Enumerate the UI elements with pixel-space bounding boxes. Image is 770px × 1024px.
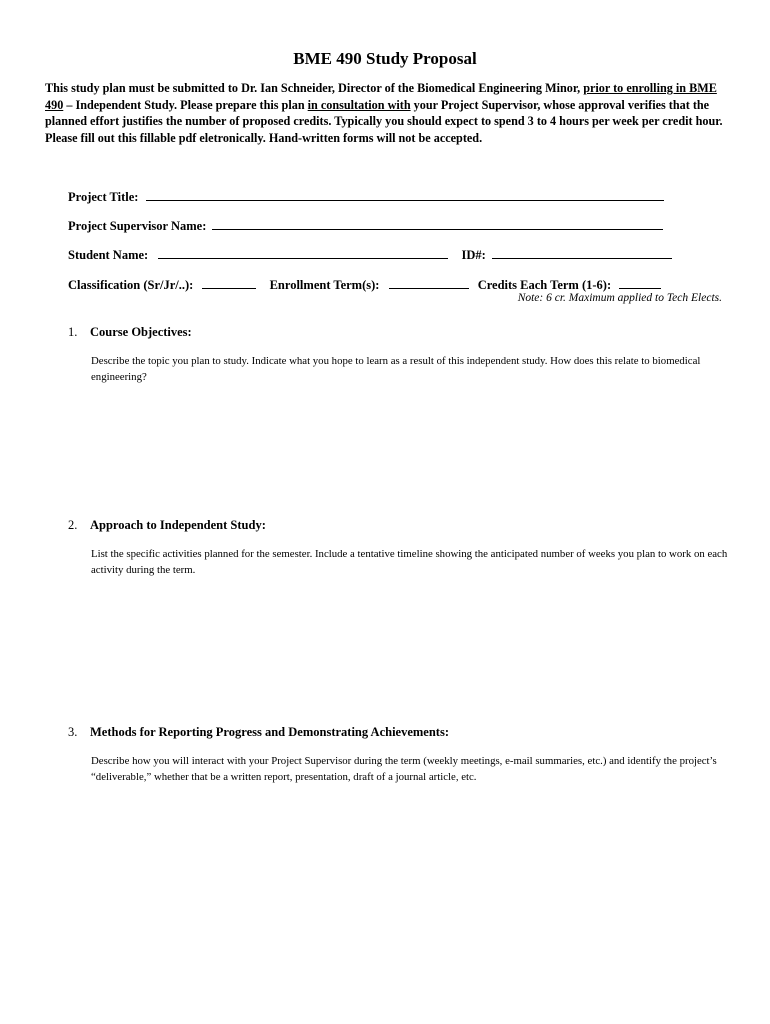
supervisor-label: Project Supervisor Name: — [68, 219, 207, 233]
student-name-label: Student Name: — [68, 248, 149, 262]
supervisor-row — [68, 216, 663, 234]
section-2-heading — [68, 518, 266, 533]
project-title-row — [68, 187, 664, 205]
enrollment-field[interactable] — [389, 275, 469, 289]
section-title: Methods for Reporting Progress and Demonstrating Achievements: — [90, 725, 449, 739]
intro-text-3: your Project Supervisor, whose approval verifies that the planned effort justifies the number of proposed credits. Typically you should expect to spend 3 to 4 hours per week per credit hour. Please fill out this fillable pdf eletronically. Hand-written forms will not be accepted. — [45, 97, 723, 145]
section-1-description: Describe the topic you plan to study. Indicate what you hope to learn as a result of this independent study. How does this relate to biomedical engineering? — [91, 355, 701, 383]
student-row — [68, 245, 672, 263]
section-3-answer-area[interactable] — [91, 795, 731, 995]
page-title: BME 490 Study Proposal — [293, 49, 477, 68]
section-2-answer-area[interactable] — [91, 588, 731, 713]
section-1-heading — [68, 325, 192, 340]
classification-field[interactable] — [202, 275, 256, 289]
intro-text-2: – Independent Study. Please prepare this plan — [66, 97, 305, 112]
enrollment-label: Enrollment Term(s): — [269, 278, 380, 292]
supervisor-field[interactable] — [212, 216, 663, 230]
credits-label: Credits Each Term (1-6): — [477, 278, 612, 292]
section-2-description: List the specific activities planned for the semester. Include a tentative timeline showing the anticipated number of weeks you plan to work on each activity during the term. — [91, 548, 728, 576]
section-3-description: Describe how you will interact with your Project Supervisor during the term (weekly meetings, e-mail summaries, etc.) and identify the project’s “deliverable,” whether that be a written report, presentation, draft of a journal article, etc. — [91, 755, 717, 783]
section-title: Approach to Independent Study: — [90, 518, 266, 532]
project-title-field[interactable] — [146, 187, 664, 201]
student-name-field[interactable] — [158, 245, 448, 259]
section-number: 2. — [68, 518, 78, 532]
intro-paragraph — [45, 80, 735, 146]
section-number: 1. — [68, 325, 78, 339]
section-1-answer-area[interactable] — [91, 395, 731, 505]
credits-field[interactable] — [619, 275, 661, 289]
section-3-heading — [68, 725, 449, 740]
intro-emphasis-prior: prior to enrolling in BME 490 — [45, 81, 717, 112]
id-field[interactable] — [492, 245, 672, 259]
project-title-label: Project Title: — [68, 190, 139, 204]
section-title: Course Objectives: — [90, 325, 192, 339]
section-number: 3. — [68, 725, 78, 739]
classification-row — [68, 275, 661, 293]
classification-label: Classification (Sr/Jr/..): — [68, 278, 194, 292]
intro-emphasis-consultation: in consultation with — [307, 97, 411, 112]
credit-note: Note: 6 cr. Maximum applied to Tech Elects. — [517, 292, 722, 304]
id-label: ID#: — [461, 248, 486, 262]
intro-text-1: This study plan must be submitted to Dr. Ian Schneider, Director of the Biomedical Engineering Minor, — [45, 81, 581, 95]
